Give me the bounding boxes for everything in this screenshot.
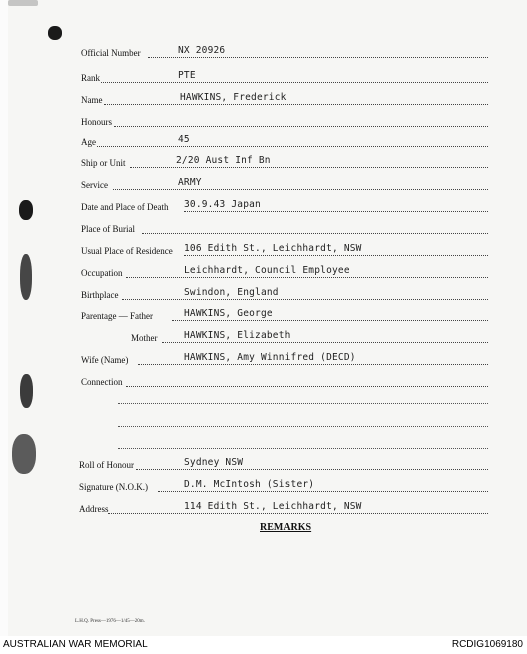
blank-line	[118, 425, 488, 427]
field-honours	[0, 114, 527, 130]
field-value: D.M. McIntosh (Sister)	[184, 479, 315, 490]
scan-speck	[8, 0, 38, 6]
field-label: Connection	[81, 377, 123, 387]
field-label: Signature (N.O.K.)	[79, 482, 148, 492]
field-label: Rank	[81, 73, 100, 83]
field-line	[122, 287, 488, 300]
field-value: HAWKINS, Elizabeth	[184, 330, 291, 341]
field-wife	[0, 352, 527, 368]
field-value: HAWKINS, George	[184, 308, 273, 319]
field-value: 45	[178, 134, 190, 145]
footer-institution: AUSTRALIAN WAR MEMORIAL	[3, 639, 148, 650]
field-label: Address	[79, 504, 109, 514]
field-value: 2/20 Aust Inf Bn	[176, 155, 271, 166]
field-label: Date and Place of Death	[81, 202, 169, 212]
field-rank	[0, 70, 527, 86]
field-value: 106 Edith St., Leichhardt, NSW	[184, 243, 362, 254]
field-occupation	[0, 265, 527, 281]
field-label: Honours	[81, 117, 112, 127]
footer-bar	[0, 636, 527, 654]
field-line	[97, 134, 488, 147]
field-label: Official Number	[81, 48, 141, 58]
punch-hole-mark	[48, 26, 62, 40]
field-label: Ship or Unit	[81, 158, 126, 168]
field-label: Age	[81, 137, 96, 147]
blank-line	[118, 447, 488, 449]
field-label: Occupation	[81, 268, 123, 278]
field-value: Swindon, England	[184, 287, 279, 298]
form-print-code: L.H.Q. Press—1976—1/45—20m.	[75, 619, 145, 624]
field-label: Service	[81, 180, 108, 190]
field-label: Mother	[131, 333, 158, 343]
field-date-place-of-death	[0, 199, 527, 215]
remarks-heading: REMARKS	[260, 522, 312, 533]
field-line	[104, 92, 488, 105]
field-usual-residence	[0, 243, 527, 259]
field-value: ARMY	[178, 177, 202, 188]
field-address	[0, 501, 527, 517]
field-line	[101, 70, 488, 83]
field-label: Birthplace	[81, 290, 119, 300]
footer-record-id: RCDIG1069180	[451, 639, 523, 650]
field-label: Usual Place of Residence	[81, 246, 173, 256]
field-value: Leichhardt, Council Employee	[184, 265, 350, 276]
field-connection	[0, 374, 527, 390]
field-line	[126, 374, 488, 387]
field-label: Name	[81, 95, 103, 105]
field-label: Parentage — Father	[81, 311, 153, 321]
field-value: 114 Edith St., Leichhardt, NSW	[184, 501, 362, 512]
field-line	[113, 177, 488, 190]
field-value: Sydney NSW	[184, 457, 244, 468]
field-mother	[0, 330, 527, 346]
field-name	[0, 92, 527, 108]
field-roll-of-honour	[0, 457, 527, 473]
field-label: Place of Burial	[81, 224, 135, 234]
field-age	[0, 134, 527, 150]
blank-line	[118, 402, 488, 404]
field-official-number	[0, 45, 527, 61]
field-label: Wife (Name)	[81, 355, 129, 365]
field-ship-or-unit	[0, 155, 527, 171]
field-value: PTE	[178, 70, 196, 81]
field-value: HAWKINS, Frederick	[180, 92, 287, 103]
field-place-of-burial	[0, 221, 527, 237]
field-service	[0, 177, 527, 193]
field-birthplace	[0, 287, 527, 303]
field-signature-nok	[0, 479, 527, 495]
field-line	[114, 114, 488, 127]
field-value: HAWKINS, Amy Winnifred (DECD)	[184, 352, 356, 363]
field-parentage-father	[0, 308, 527, 324]
field-line	[142, 221, 488, 234]
field-label: Roll of Honour	[79, 460, 134, 470]
field-value: 30.9.43 Japan	[184, 199, 261, 210]
field-value: NX 20926	[178, 45, 226, 56]
